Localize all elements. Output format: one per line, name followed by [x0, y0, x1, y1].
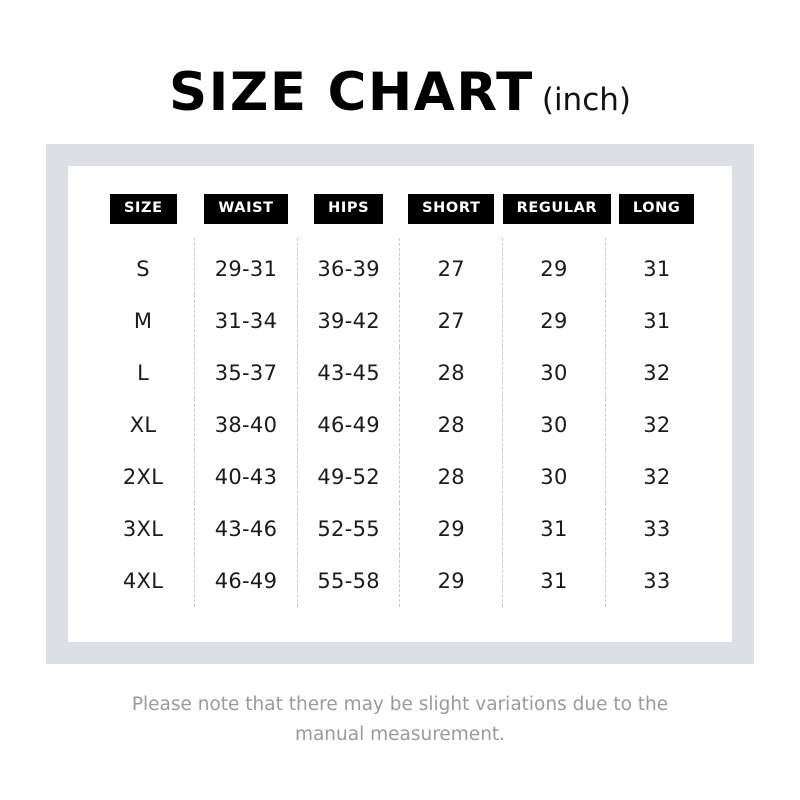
table-body — [92, 238, 708, 607]
chart-frame — [46, 144, 754, 664]
cell-regular: 30 — [503, 347, 606, 399]
measurement-note — [0, 690, 800, 749]
measurement-note-line1: Please note that there may be slight variations due to the — [131, 694, 669, 715]
column-header-short: SHORT — [400, 194, 503, 238]
cell-waist: 35-37 — [195, 347, 298, 399]
size-chart-table — [92, 194, 708, 607]
table-header-row — [92, 194, 708, 238]
cell-regular: 29 — [503, 295, 606, 347]
cell-size: L — [137, 360, 150, 385]
cell-size: S — [136, 256, 150, 281]
cell-regular: 29 — [503, 238, 606, 295]
table-row — [92, 347, 708, 399]
table-row — [92, 451, 708, 503]
cell-hips: 49-52 — [297, 451, 400, 503]
cell-long: 31 — [605, 295, 708, 347]
measurement-note-line2: manual measurement. — [294, 723, 506, 745]
table-row — [92, 555, 708, 607]
table-row — [92, 503, 708, 555]
cell-long: 33 — [605, 503, 708, 555]
cell-waist: 31-34 — [195, 295, 298, 347]
table-row — [92, 295, 708, 347]
table-row — [92, 399, 708, 451]
cell-hips: 43-45 — [297, 347, 400, 399]
cell-waist: 38-40 — [195, 399, 298, 451]
cell-short: 28 — [400, 347, 503, 399]
table-row — [92, 238, 708, 295]
cell-hips: 39-42 — [297, 295, 400, 347]
cell-waist: 29-31 — [195, 238, 298, 295]
cell-size: XL — [129, 412, 157, 437]
cell-regular: 31 — [503, 503, 606, 555]
cell-long: 32 — [605, 451, 708, 503]
column-header-waist: WAIST — [195, 194, 298, 238]
cell-long: 32 — [605, 399, 708, 451]
table-head — [92, 194, 708, 238]
cell-short: 28 — [400, 451, 503, 503]
cell-hips: 52-55 — [297, 503, 400, 555]
cell-size: 3XL — [122, 516, 164, 541]
cell-waist: 46-49 — [195, 555, 298, 607]
cell-long: 33 — [605, 555, 708, 607]
cell-regular: 31 — [503, 555, 606, 607]
cell-hips: 46-49 — [297, 399, 400, 451]
page-title-unit: (inch) — [541, 82, 631, 118]
cell-regular: 30 — [503, 399, 606, 451]
cell-short: 28 — [400, 399, 503, 451]
cell-size: M — [133, 308, 153, 333]
cell-short: 29 — [400, 503, 503, 555]
cell-long: 31 — [605, 238, 708, 295]
cell-hips: 36-39 — [297, 238, 400, 295]
cell-size: 4XL — [122, 568, 164, 593]
page-title-main: SIZE CHART — [169, 62, 534, 123]
cell-short: 29 — [400, 555, 503, 607]
cell-regular: 30 — [503, 451, 606, 503]
column-header-size: SIZE — [92, 194, 195, 238]
cell-long: 32 — [605, 347, 708, 399]
cell-size: 2XL — [122, 464, 164, 489]
cell-short: 27 — [400, 238, 503, 295]
cell-waist: 43-46 — [195, 503, 298, 555]
cell-waist: 40-43 — [195, 451, 298, 503]
column-header-long: LONG — [605, 194, 708, 238]
chart-frame-inner — [68, 166, 732, 642]
column-header-hips: HIPS — [297, 194, 400, 238]
column-header-regular: REGULAR — [503, 194, 606, 238]
cell-short: 27 — [400, 295, 503, 347]
cell-hips: 55-58 — [297, 555, 400, 607]
page-title — [0, 0, 800, 123]
